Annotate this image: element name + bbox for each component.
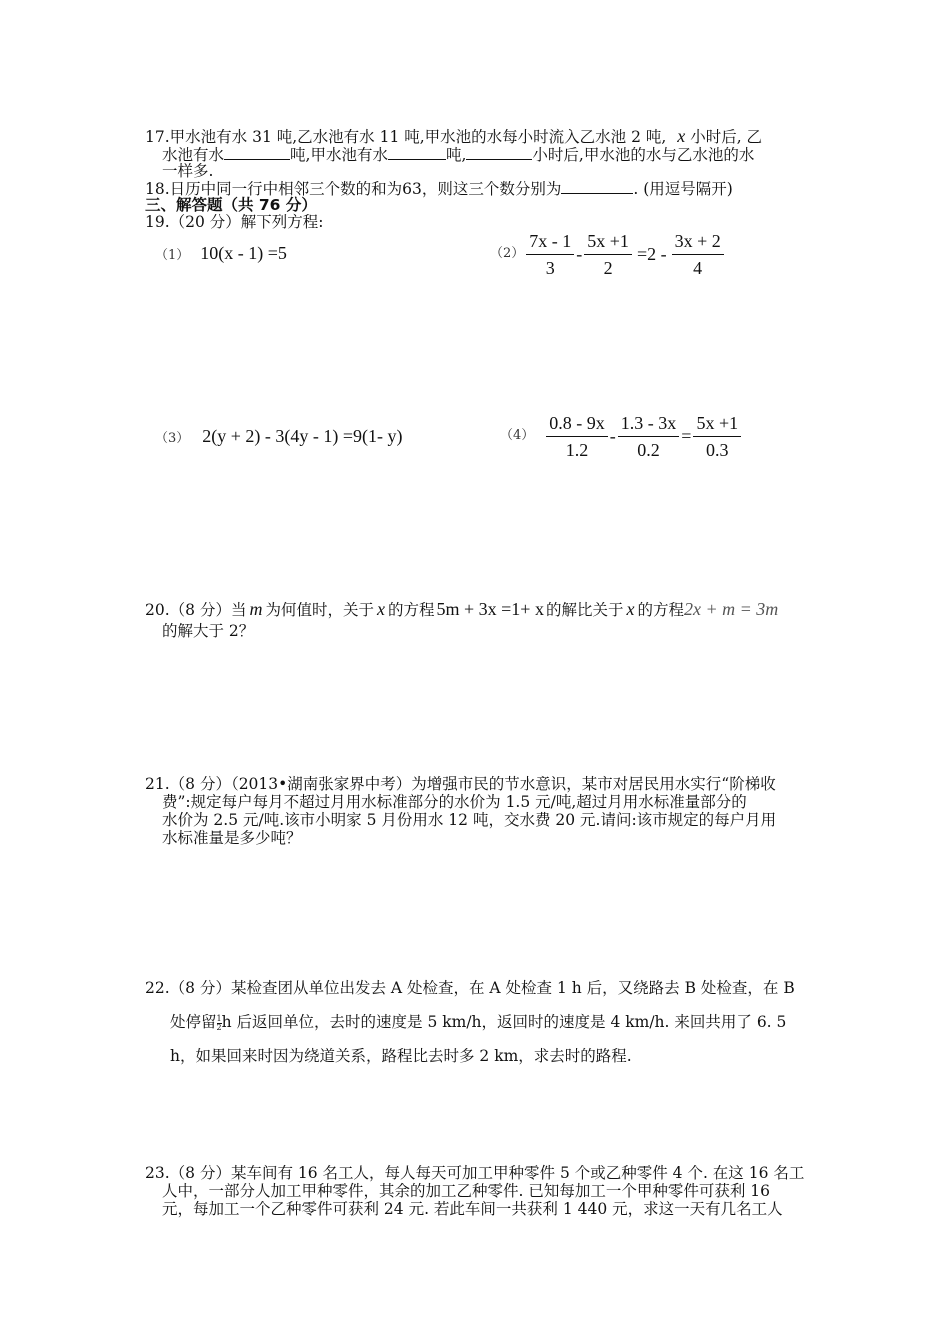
- q19-eq2-frac2: $\frac{5x +1}{2}$: [584, 231, 632, 278]
- q22-half-fraction: $\frac{1}{2}$: [216, 1013, 222, 1032]
- q19-eq1: 10(x - 1) =5: [200, 243, 287, 263]
- q17-blank-1[interactable]: [224, 145, 290, 160]
- q17-blank-3[interactable]: [466, 145, 532, 160]
- q17-line1: 17.甲水池有水 31 吨,乙水池有水 11 吨,甲水池的水每小时流入乙水池 2 吨, x 小时后, 乙: [145, 126, 763, 146]
- q19-part1: （1） 10(x - 1) =5: [155, 243, 287, 263]
- q18-blank[interactable]: [561, 179, 633, 194]
- q20-eq1: 5m + 3x =1+ x: [436, 599, 544, 619]
- q19-eq2-frac1: $\frac{7x - 1}{3}$: [526, 231, 574, 278]
- section-3-heading: 三、解答题（共 76 分）: [145, 196, 317, 214]
- q23-line3: 元，每加工一个乙种零件可获利 24 元. 若此车间一共获利 1 440 元，求这一天有几名工人: [162, 1200, 783, 1218]
- q21-line2: 费”:规定每户每月不超过月用水标准部分的水价为 1.5 元/吨,超过月用水标准量部分的: [162, 793, 747, 811]
- q19-part4: （4） $\frac{0.8 - 9x}{1.2}$ - $\frac{1.3 - 3x}{0.2}$ = $\frac{5x +1}{0.3}$: [500, 410, 743, 462]
- q19-eq4-frac2: $\frac{1.3 - 3x}{0.2}$: [618, 413, 680, 460]
- q19-part2: （2） $\frac{7x - 1}{3}$ - $\frac{5x +1}{2}$ =2 - $\frac{3x + 2}{4}$: [490, 228, 726, 280]
- q20-var-x2: x: [626, 599, 635, 619]
- q23-line2: 人中，一部分人加工甲种零件，其余的加工乙种零件. 已知每加工一个甲种零件可获利 16: [162, 1182, 771, 1200]
- q17-line3: 一样多.: [162, 162, 214, 180]
- q19-title: 19.（20 分）解下列方程:: [145, 213, 324, 231]
- q17-blank-2[interactable]: [388, 145, 446, 160]
- q17-line2: 水池有水 吨,甲水池有水 吨, 小时后,甲水池的水与乙水池的水: [162, 146, 755, 164]
- q20-eq2: 2x + m = 3m: [683, 599, 779, 619]
- q22-line3: h，如果回来时因为绕道关系，路程比去时多 2 km，求去时的路程.: [170, 1047, 632, 1065]
- q19-eq4-frac1: $\frac{0.8 - 9x}{1.2}$: [546, 413, 608, 460]
- q23-line1: 23.（8 分）某车间有 16 名工人，每人每天可加工甲种零件 5 个或乙种零件 4 个. 在这 16 名工: [145, 1164, 805, 1182]
- q20-var-x: x: [376, 599, 385, 619]
- q19-eq3: 2(y + 2) - 3(4y - 1) =9(1- y): [202, 426, 403, 446]
- q20-line2: 的解大于 2？: [162, 622, 255, 640]
- q21-line4: 水标准量是多少吨？: [162, 829, 302, 847]
- q17-var-x: x: [677, 126, 686, 146]
- q20-var-m: m: [249, 599, 263, 619]
- q18-line: 18.日历中同一行中相邻三个数的和为63，则这三个数分别为 . (用逗号隔开): [145, 180, 733, 198]
- q21-line1: 21.（8 分）（2013•湖南张家界中考）为增强市民的节水意识，某市对居民用水实行“阶梯收: [145, 775, 776, 793]
- q19-eq2-frac3: $\frac{3x + 2}{4}$: [672, 231, 724, 278]
- q19-eq4-frac3: $\frac{5x +1}{0.3}$: [693, 413, 741, 460]
- q22-line2: 处停留 $\frac{1}{2}$ h 后返回单位，去时的速度是 5 km/h，返回时的速度是 4 km/h. 来回共用了 6. 5: [170, 1013, 787, 1032]
- q19-part3: （3） 2(y + 2) - 3(4y - 1) =9(1- y): [155, 426, 403, 446]
- q22-line1: 22.（8 分）某检查团从单位出发去 A 处检查，在 A 处检查 1 h 后，又绕路去 B 处检查，在 B: [145, 979, 795, 997]
- q21-line3: 水价为 2.5 元/吨.该市小明家 5 月份用水 12 吨，交水费 20 元.请问:该市规定的每户月用: [162, 811, 777, 829]
- q20-line1: 20.（8 分）当 m 为何值时，关于 x 的方程 5m + 3x =1+ x 的解比关于 x 的方程2x + m = 3m: [145, 599, 779, 619]
